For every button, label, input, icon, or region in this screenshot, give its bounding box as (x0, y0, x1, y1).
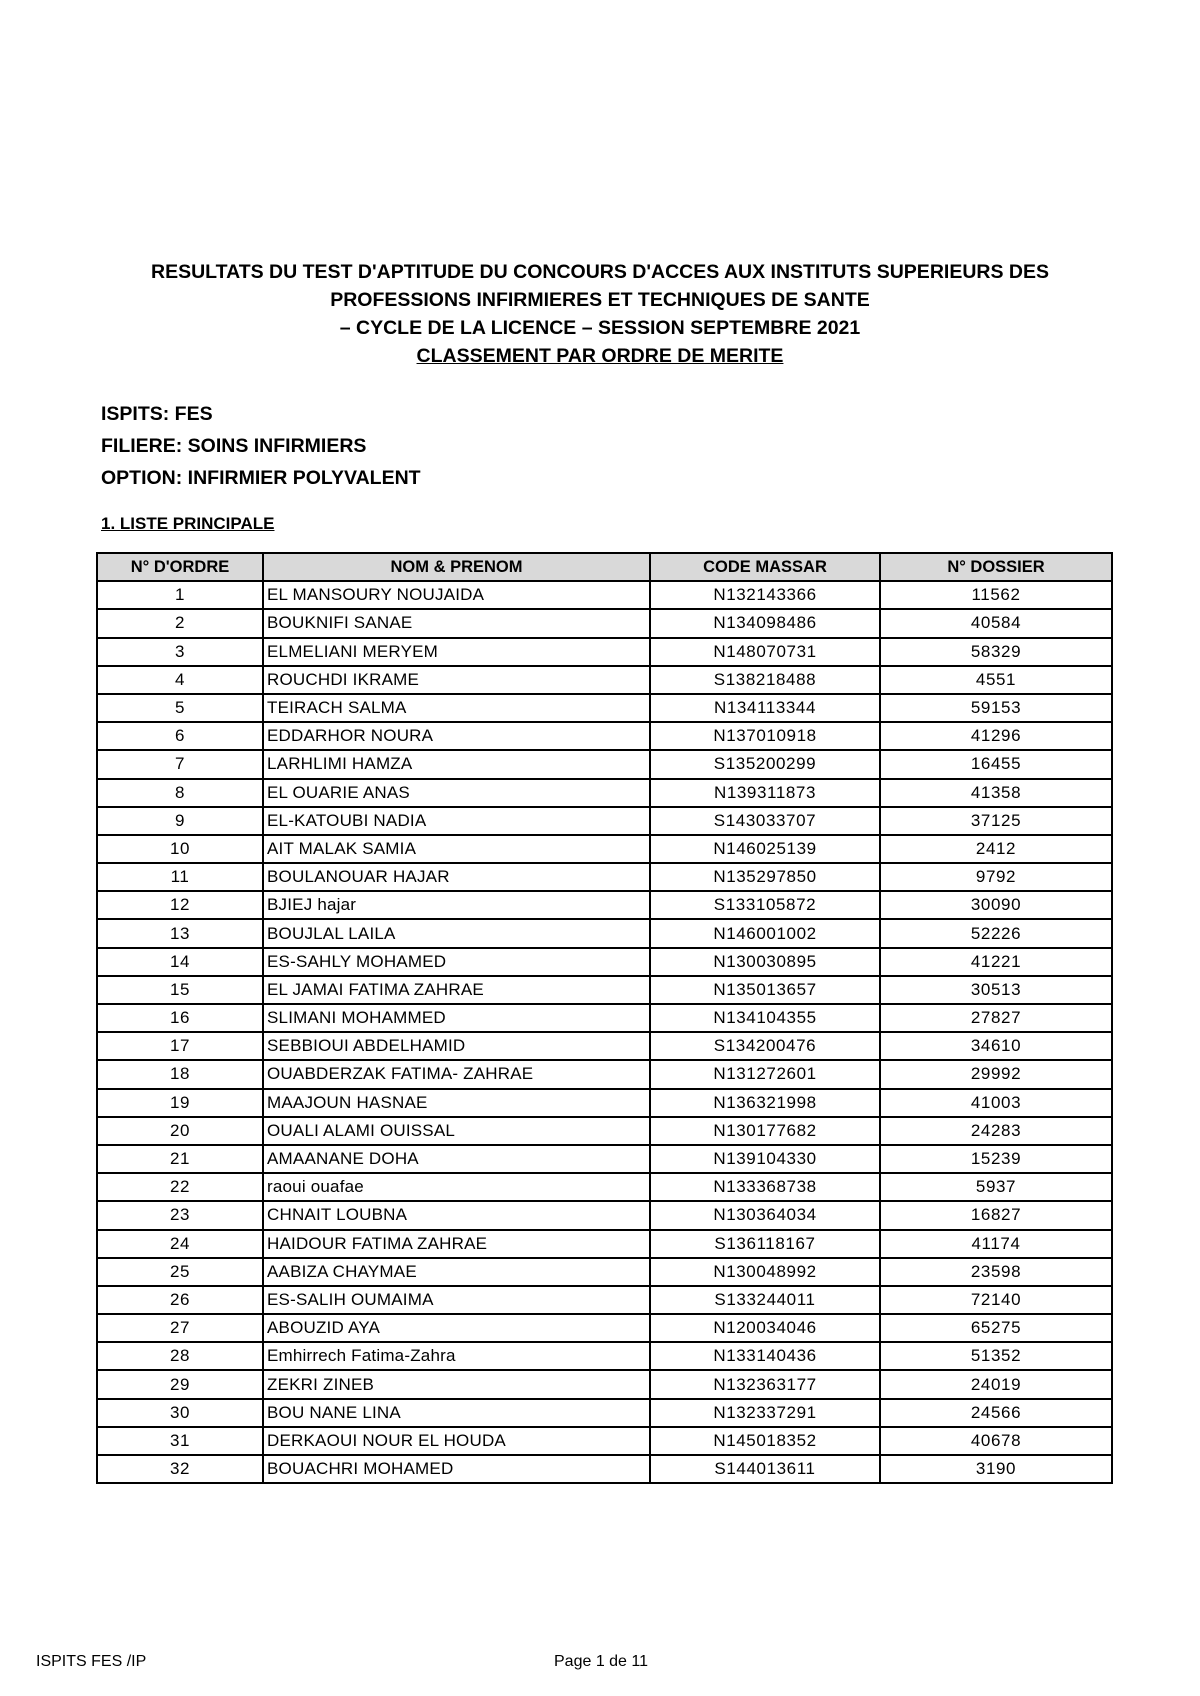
cell-code-massar: N132363177 (650, 1370, 880, 1398)
cell-code-massar: N134098486 (650, 609, 880, 637)
cell-code-massar: S138218488 (650, 666, 880, 694)
cell-dossier: 30090 (880, 891, 1112, 919)
cell-ordre: 17 (97, 1032, 263, 1060)
table-row (97, 1427, 1112, 1455)
cell-nom-prenom: BOUACHRI MOHAMED (263, 1455, 650, 1483)
document-meta (101, 398, 421, 494)
cell-ordre: 9 (97, 807, 263, 835)
cell-nom-prenom: ROUCHDI IKRAME (263, 666, 650, 694)
cell-dossier: 40584 (880, 609, 1112, 637)
cell-ordre: 11 (97, 863, 263, 891)
cell-ordre: 5 (97, 694, 263, 722)
cell-ordre: 28 (97, 1342, 263, 1370)
cell-code-massar: N132337291 (650, 1399, 880, 1427)
table-row (97, 1060, 1112, 1088)
table-row (97, 1314, 1112, 1342)
header-nom-prenom: NOM & PRENOM (263, 553, 650, 581)
cell-nom-prenom: LARHLIMI HAMZA (263, 750, 650, 778)
cell-code-massar: N133140436 (650, 1342, 880, 1370)
cell-code-massar: N148070731 (650, 638, 880, 666)
cell-nom-prenom: EL-KATOUBI NADIA (263, 807, 650, 835)
cell-dossier: 2412 (880, 835, 1112, 863)
cell-ordre: 12 (97, 891, 263, 919)
cell-ordre: 19 (97, 1089, 263, 1117)
cell-dossier: 58329 (880, 638, 1112, 666)
table-row (97, 1004, 1112, 1032)
cell-code-massar: N139311873 (650, 779, 880, 807)
footer-institution: ISPITS FES /IP (36, 1653, 147, 1670)
cell-ordre: 18 (97, 1060, 263, 1088)
cell-ordre: 25 (97, 1258, 263, 1286)
cell-dossier: 65275 (880, 1314, 1112, 1342)
cell-ordre: 13 (97, 919, 263, 947)
cell-dossier: 52226 (880, 919, 1112, 947)
cell-nom-prenom: OUABDERZAK FATIMA- ZAHRAE (263, 1060, 650, 1088)
cell-nom-prenom: CHNAIT LOUBNA (263, 1201, 650, 1229)
cell-dossier: 23598 (880, 1258, 1112, 1286)
results-table (96, 552, 1113, 1484)
cell-code-massar: N131272601 (650, 1060, 880, 1088)
cell-code-massar: S143033707 (650, 807, 880, 835)
cell-nom-prenom: EL MANSOURY NOUJAIDA (263, 581, 650, 609)
cell-code-massar: N134113344 (650, 694, 880, 722)
cell-nom-prenom: MAAJOUN HASNAE (263, 1089, 650, 1117)
cell-code-massar: N146001002 (650, 919, 880, 947)
cell-nom-prenom: SLIMANI MOHAMMED (263, 1004, 650, 1032)
table-row (97, 919, 1112, 947)
cell-code-massar: N146025139 (650, 835, 880, 863)
cell-nom-prenom: Emhirrech Fatima-Zahra (263, 1342, 650, 1370)
cell-code-massar: S133105872 (650, 891, 880, 919)
table-header-row (97, 553, 1112, 581)
cell-ordre: 15 (97, 976, 263, 1004)
cell-nom-prenom: EL JAMAI FATIMA ZAHRAE (263, 976, 650, 1004)
cell-dossier: 37125 (880, 807, 1112, 835)
cell-ordre: 21 (97, 1145, 263, 1173)
cell-nom-prenom: HAIDOUR FATIMA ZAHRAE (263, 1230, 650, 1258)
cell-ordre: 29 (97, 1370, 263, 1398)
cell-nom-prenom: AIT MALAK SAMIA (263, 835, 650, 863)
table-row (97, 1173, 1112, 1201)
cell-dossier: 5937 (880, 1173, 1112, 1201)
cell-dossier: 24566 (880, 1399, 1112, 1427)
table-row (97, 1455, 1112, 1483)
cell-dossier: 16455 (880, 750, 1112, 778)
cell-ordre: 23 (97, 1201, 263, 1229)
cell-ordre: 6 (97, 722, 263, 750)
document-title (0, 258, 1200, 370)
page-number: Page 1 de 11 (554, 1653, 649, 1670)
cell-dossier: 40678 (880, 1427, 1112, 1455)
cell-code-massar: S133244011 (650, 1286, 880, 1314)
header-dossier: N° DOSSIER (880, 553, 1112, 581)
cell-code-massar: N135013657 (650, 976, 880, 1004)
table-row (97, 581, 1112, 609)
cell-nom-prenom: BOUKNIFI SANAE (263, 609, 650, 637)
table-row (97, 666, 1112, 694)
cell-code-massar: N134104355 (650, 1004, 880, 1032)
cell-code-massar: S135200299 (650, 750, 880, 778)
table-row (97, 1089, 1112, 1117)
cell-nom-prenom: ES-SAHLY MOHAMED (263, 948, 650, 976)
cell-ordre: 2 (97, 609, 263, 637)
cell-dossier: 9792 (880, 863, 1112, 891)
cell-dossier: 24019 (880, 1370, 1112, 1398)
cell-ordre: 30 (97, 1399, 263, 1427)
cell-code-massar: S144013611 (650, 1455, 880, 1483)
table-row (97, 891, 1112, 919)
cell-ordre: 31 (97, 1427, 263, 1455)
cell-ordre: 24 (97, 1230, 263, 1258)
cell-code-massar: N135297850 (650, 863, 880, 891)
cell-nom-prenom: BOU NANE LINA (263, 1399, 650, 1427)
cell-ordre: 22 (97, 1173, 263, 1201)
cell-ordre: 8 (97, 779, 263, 807)
header-ordre: N° D'ORDRE (97, 553, 263, 581)
cell-nom-prenom: EDDARHOR NOURA (263, 722, 650, 750)
section-title: 1. LISTE PRINCIPALE (101, 514, 275, 533)
cell-dossier: 4551 (880, 666, 1112, 694)
table-row (97, 1201, 1112, 1229)
filiere-label: FILIERE: SOINS INFIRMIERS (101, 435, 367, 457)
cell-nom-prenom: AMAANANE DOHA (263, 1145, 650, 1173)
table-row (97, 807, 1112, 835)
cell-nom-prenom: TEIRACH SALMA (263, 694, 650, 722)
cell-nom-prenom: SEBBIOUI ABDELHAMID (263, 1032, 650, 1060)
title-line-4: CLASSEMENT PAR ORDRE DE MERITE (416, 345, 784, 367)
ispits-label: ISPITS: FES (101, 403, 213, 425)
cell-ordre: 1 (97, 581, 263, 609)
cell-ordre: 14 (97, 948, 263, 976)
cell-code-massar: N136321998 (650, 1089, 880, 1117)
cell-dossier: 41296 (880, 722, 1112, 750)
cell-dossier: 11562 (880, 581, 1112, 609)
table-row (97, 1399, 1112, 1427)
cell-nom-prenom: BOULANOUAR HAJAR (263, 863, 650, 891)
cell-nom-prenom: DERKAOUI NOUR EL HOUDA (263, 1427, 650, 1455)
table-row (97, 976, 1112, 1004)
cell-dossier: 41358 (880, 779, 1112, 807)
cell-nom-prenom: ES-SALIH OUMAIMA (263, 1286, 650, 1314)
table-row (97, 1117, 1112, 1145)
cell-code-massar: N137010918 (650, 722, 880, 750)
cell-code-massar: N139104330 (650, 1145, 880, 1173)
table-row (97, 1032, 1112, 1060)
cell-ordre: 10 (97, 835, 263, 863)
cell-dossier: 29992 (880, 1060, 1112, 1088)
cell-nom-prenom: EL OUARIE ANAS (263, 779, 650, 807)
table-row (97, 694, 1112, 722)
title-line-2: PROFESSIONS INFIRMIERES ET TECHNIQUES DE SANTE (330, 289, 870, 311)
cell-ordre: 32 (97, 1455, 263, 1483)
title-line-3: – CYCLE DE LA LICENCE – SESSION SEPTEMBRE 2021 (339, 317, 861, 339)
table-row (97, 1258, 1112, 1286)
cell-code-massar: N130030895 (650, 948, 880, 976)
cell-ordre: 7 (97, 750, 263, 778)
cell-dossier: 51352 (880, 1342, 1112, 1370)
table-row (97, 1145, 1112, 1173)
cell-dossier: 41003 (880, 1089, 1112, 1117)
table-row (97, 779, 1112, 807)
table-row (97, 722, 1112, 750)
title-line-1: RESULTATS DU TEST D'APTITUDE DU CONCOURS D'ACCES AUX INSTITUTS SUPERIEURS DES (150, 261, 1050, 283)
table-row (97, 1342, 1112, 1370)
cell-ordre: 20 (97, 1117, 263, 1145)
cell-dossier: 16827 (880, 1201, 1112, 1229)
cell-nom-prenom: raoui ouafae (263, 1173, 650, 1201)
cell-code-massar: N145018352 (650, 1427, 880, 1455)
cell-ordre: 16 (97, 1004, 263, 1032)
cell-dossier: 41221 (880, 948, 1112, 976)
cell-ordre: 26 (97, 1286, 263, 1314)
cell-dossier: 15239 (880, 1145, 1112, 1173)
cell-code-massar: N130048992 (650, 1258, 880, 1286)
cell-nom-prenom: BOUJLAL LAILA (263, 919, 650, 947)
cell-ordre: 4 (97, 666, 263, 694)
cell-ordre: 27 (97, 1314, 263, 1342)
table-row (97, 750, 1112, 778)
table-row (97, 835, 1112, 863)
cell-nom-prenom: ELMELIANI MERYEM (263, 638, 650, 666)
cell-ordre: 3 (97, 638, 263, 666)
cell-nom-prenom: ABOUZID AYA (263, 1314, 650, 1342)
table-row (97, 1370, 1112, 1398)
table-row (97, 609, 1112, 637)
cell-code-massar: N130364034 (650, 1201, 880, 1229)
table-row (97, 638, 1112, 666)
option-label: OPTION: INFIRMIER POLYVALENT (101, 467, 421, 489)
cell-dossier: 59153 (880, 694, 1112, 722)
cell-dossier: 30513 (880, 976, 1112, 1004)
cell-dossier: 24283 (880, 1117, 1112, 1145)
cell-nom-prenom: OUALI ALAMI OUISSAL (263, 1117, 650, 1145)
cell-code-massar: S136118167 (650, 1230, 880, 1258)
cell-dossier: 34610 (880, 1032, 1112, 1060)
table-row (97, 1286, 1112, 1314)
cell-code-massar: N120034046 (650, 1314, 880, 1342)
cell-dossier: 72140 (880, 1286, 1112, 1314)
cell-code-massar: N130177682 (650, 1117, 880, 1145)
cell-dossier: 27827 (880, 1004, 1112, 1032)
table-row (97, 863, 1112, 891)
cell-dossier: 41174 (880, 1230, 1112, 1258)
cell-dossier: 3190 (880, 1455, 1112, 1483)
cell-nom-prenom: BJIEJ hajar (263, 891, 650, 919)
cell-code-massar: S134200476 (650, 1032, 880, 1060)
table-row (97, 948, 1112, 976)
cell-nom-prenom: ZEKRI ZINEB (263, 1370, 650, 1398)
cell-nom-prenom: AABIZA CHAYMAE (263, 1258, 650, 1286)
cell-code-massar: N132143366 (650, 581, 880, 609)
header-code-massar: CODE MASSAR (650, 553, 880, 581)
cell-code-massar: N133368738 (650, 1173, 880, 1201)
table-row (97, 1230, 1112, 1258)
